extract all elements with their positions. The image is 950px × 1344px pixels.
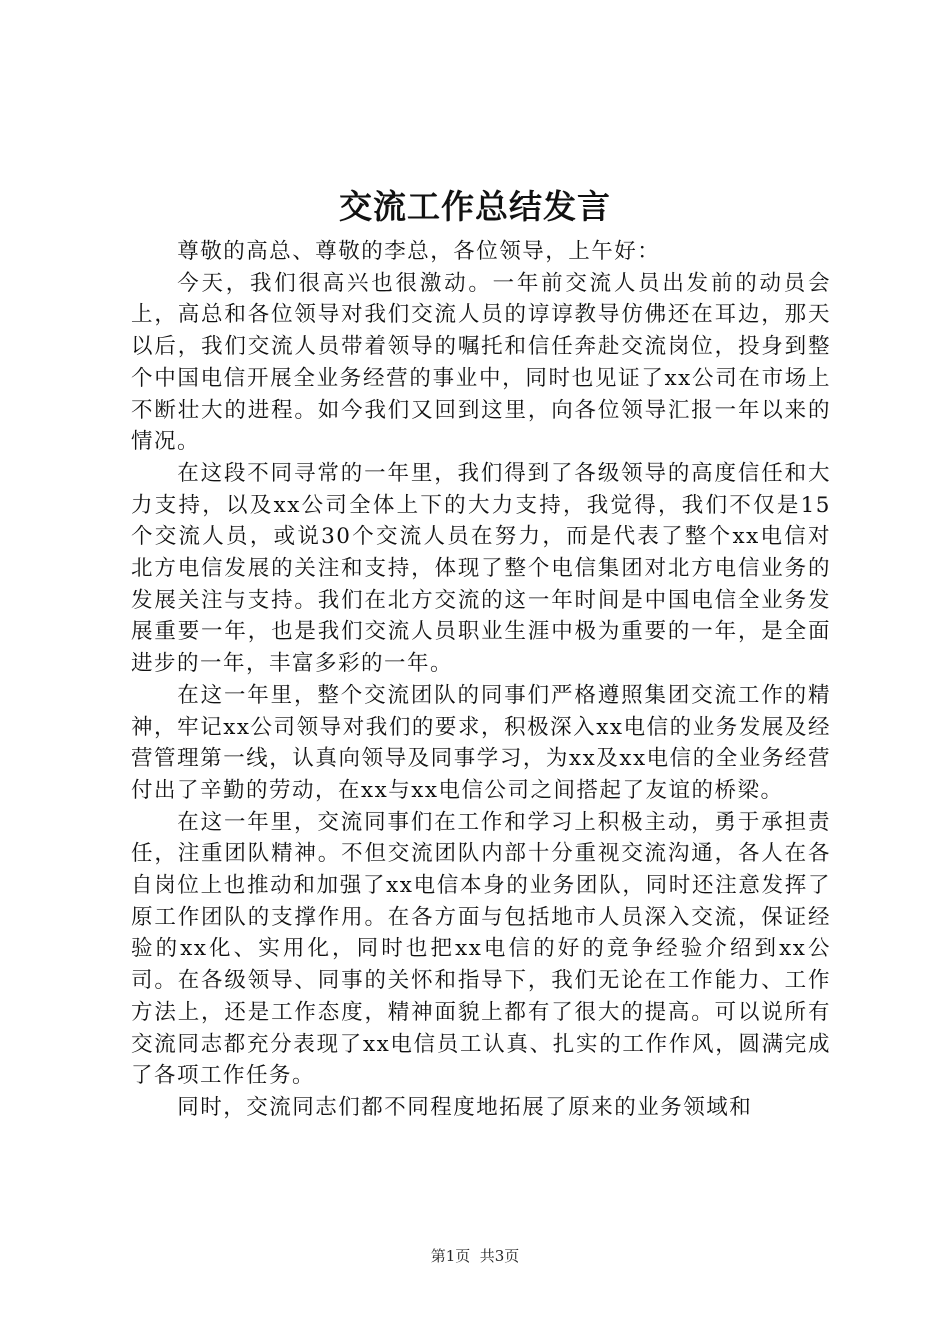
body-paragraph: 在这一年里，交流同事们在工作和学习上积极主动，勇于承担责任，注重团队精神。不但交流团队内部十分重视交流沟通，各人在各自岗位上也推动和加强了xx电信本身的业务团队，同时还注意发挥了原工作团队的支撑作用。在各方面与包括地市人员深入交流，保证经验的xx化、实用化，同时也把xx电信的好的竞争经验介绍到xx公司。在各级领导、同事的关怀和指导下，我们无论在工作能力、工作方法上，还是工作态度，精神面貌上都有了很大的提高。可以说所有交流同志都充分表现了xx电信员工认真、扎实的工作作风，圆满完成了各项工作任务。 bbox=[131, 809, 831, 1089]
salutation-paragraph: 尊敬的高总、尊敬的李总，各位领导，上午好： bbox=[177, 239, 661, 264]
document-title: 交流工作总结发言 bbox=[339, 187, 611, 226]
page-number-footer: 第1页 共3页 bbox=[430, 1247, 520, 1265]
body-paragraph: 同时，交流同志们都不同程度地拓展了原来的业务领域和 bbox=[177, 1094, 753, 1120]
body-paragraph: 今天，我们很高兴也很激动。一年前交流人员出发前的动员会上，高总和各位领导对我们交流人员的谆谆教导仿佛还在耳边，那天以后，我们交流人员带着领导的嘱托和信任奔赴交流岗位，投身到整个中国电信开展全业务经营的事业中，同时也见证了xx公司在市场上不断壮大的进程。如今我们又回到这里，向各位领导汇报一年以来的情况。 bbox=[131, 270, 831, 455]
body-paragraph: 在这一年里，整个交流团队的同事们严格遵照集团交流工作的精神，牢记xx公司领导对我们的要求，积极深入xx电信的业务发展及经营管理第一线，认真向领导及同事学习，为xx及xx电信的全业务经营付出了辛勤的劳动，在xx与xx电信公司之间搭起了友谊的桥梁。 bbox=[131, 682, 831, 803]
body-paragraph: 在这段不同寻常的一年里，我们得到了各级领导的高度信任和大力支持，以及xx公司全体上下的大力支持，我觉得，我们不仅是15个交流人员，或说30个交流人员在努力，而是代表了整个xx电信对北方电信发展的关注和支持，体现了整个电信集团对北方电信业务的发展关注与支持。我们在北方交流的这一年时间是中国电信全业务发展重要一年，也是我们交流人员职业生涯中极为重要的一年，是全面进步的一年，丰富多彩的一年。 bbox=[131, 460, 831, 677]
document-body bbox=[131, 236, 831, 1124]
